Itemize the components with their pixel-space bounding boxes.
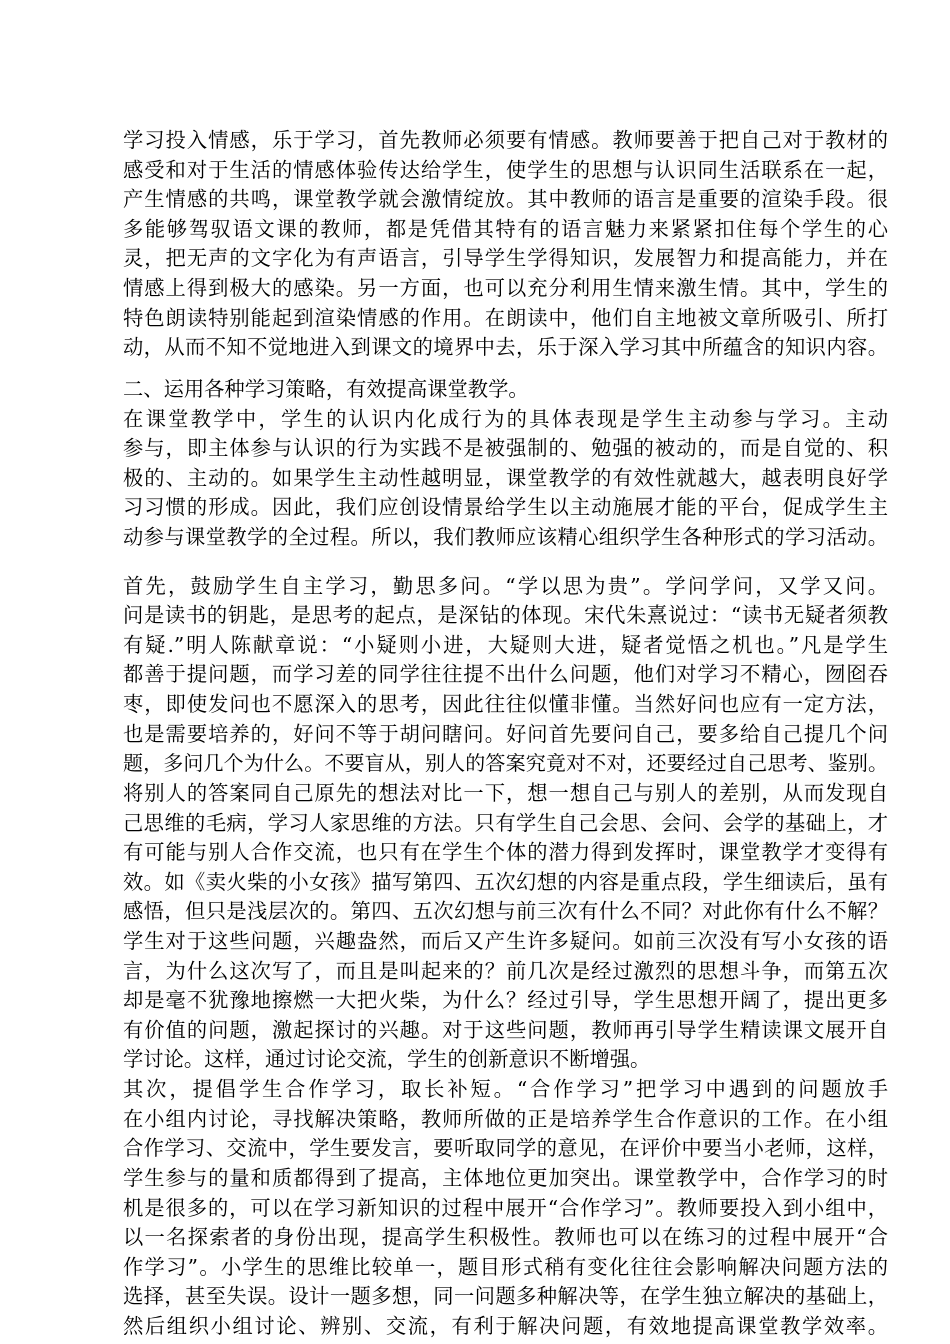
text-line: 感受和对于生活的情感体验传达给学生，使学生的思想与认识同生活联系在一起， <box>123 158 888 182</box>
text-line: 合作学习、交流中，学生要发言，要听取同学的意见，在评价中要当小老师，这样， <box>123 1136 888 1160</box>
text-line: 言，为什么这次写了，而且是叫起来的？前几次是经过激烈的思想斗争，而第五次 <box>123 959 888 983</box>
text-line: 多能够驾驭语文课的教师，都是凭借其特有的语言魅力来紧紧扣住每个学生的心 <box>123 217 888 241</box>
text-line: 也是需要培养的，好问不等于胡问瞎问。好问首先要问自己，要多给自己提几个问 <box>123 722 888 746</box>
text-line: 然后组织小组讨论、辨别、交流，有利于解决问题，有效地提高课堂教学效率。 <box>123 1314 888 1338</box>
text-line: 枣，即使发问也不愿深入的思考，因此往往似懂非懂。当然好问也应有一定方法， <box>123 692 888 716</box>
text-line: 学生参与的量和质都得到了提高，主体地位更加突出。课堂教学中，合作学习的时 <box>123 1166 888 1190</box>
text-line: 其次，提倡学生合作学习，取长补短。“合作学习”把学习中遇到的问题放手 <box>123 1077 888 1101</box>
text-line: 学生对于这些问题，兴趣盎然，而后又产生许多疑问。如前三次没有写小女孩的语 <box>123 929 888 953</box>
text-line: 动参与课堂教学的全过程。所以，我们教师应该精心组织学生各种形式的学习活动。 <box>123 525 888 549</box>
text-line: 参与，即主体参与认识的行为实践不是被强制的、勉强的被动的，而是自觉的、积 <box>123 436 888 460</box>
text-line: 问是读书的钥匙，是思考的起点，是深钻的体现。宋代朱熹说过：“读书无疑者须教 <box>123 603 888 627</box>
text-line: 极的、主动的。如果学生主动性越明显，课堂教学的有效性就越大，越表明良好学 <box>123 466 888 490</box>
text-line: 题，多问几个为什么。不要盲从，别人的答案究竟对不对，还要经过自己思考、鉴别。 <box>123 751 888 775</box>
text-line: 机是很多的，可以在学习新知识的过程中展开“合作学习”。教师要投入到小组中， <box>123 1196 888 1220</box>
text-line: 以一名探索者的身份出现，提高学生积极性。教师也可以在练习的过程中展开“合 <box>123 1225 888 1249</box>
text-line: 学讨论。这样，通过讨论交流，学生的创新意识不断增强。 <box>123 1047 651 1071</box>
text-line: 习习惯的形成。因此，我们应创设情景给学生以主动施展才能的平台，促成学生主 <box>123 495 888 519</box>
text-line: 有疑.”明人陈献章说：“小疑则小进，大疑则大进，疑者觉悟之机也。”凡是学生 <box>123 633 888 657</box>
text-line: 有可能与别人合作交流，也只有在学生个体的潜力得到发挥时，课堂教学才变得有 <box>123 840 888 864</box>
text-line: 有价值的问题，激起探讨的兴趣。对于这些问题，教师再引导学生精读课文展开自 <box>123 1018 888 1042</box>
text-line: 选择，甚至失误。设计一题多想，同一问题多种解决等，在学生独立解决的基础上， <box>123 1284 888 1308</box>
section-heading: 二、运用各种学习策略，有效提高课堂教学。 <box>123 377 529 401</box>
text-line: 特色朗读特别能起到渲染情感的作用。在朗读中，他们自主地被文章所吸引、所打 <box>123 306 888 330</box>
text-line: 感悟，但只是浅层次的。第四、五次幻想与前三次有什么不同？对此你有什么不解？ <box>123 899 888 923</box>
text-line: 在课堂教学中，学生的认识内化成行为的具体表现是学生主动参与学习。主动 <box>123 407 888 431</box>
text-line: 灵，把无声的文字化为有声语言，引导学生学得知识，发展智力和提高能力，并在 <box>123 246 888 270</box>
text-line: 己思维的毛病，学习人家思维的方法。只有学生自己会思、会问、会学的基础上，才 <box>123 811 888 835</box>
text-line: 作学习”。小学生的思维比较单一，题目形式稍有变化往往会影响解决问题方法的 <box>123 1255 888 1279</box>
text-line: 情感上得到极大的感染。另一方面，也可以充分利用生情来激生情。其中，学生的 <box>123 276 888 300</box>
text-line: 动，从而不知不觉地进入到课文的境界中去，乐于深入学习其中所蕴含的知识内容。 <box>123 335 888 359</box>
text-line: 都善于提问题，而学习差的同学往往提不出什么问题，他们对学习不精心，囫囵吞 <box>123 662 888 686</box>
text-line: 在小组内讨论，寻找解决策略，教师所做的正是培养学生合作意识的工作。在小组 <box>123 1107 888 1131</box>
text-line: 学习投入情感，乐于学习，首先教师必须要有情感。教师要善于把自己对于教材的 <box>123 128 888 152</box>
text-line: 效。如《卖火柴的小女孩》描写第四、五次幻想的内容是重点段，学生细读后，虽有 <box>123 870 888 894</box>
text-line: 将别人的答案同自己原先的想法对比一下，想一想自己与别人的差别，从而发现自 <box>123 781 888 805</box>
text-line: 产生情感的共鸣，课堂教学就会激情绽放。其中教师的语言是重要的渲染手段。很 <box>123 187 888 211</box>
text-line: 首先，鼓励学生自主学习，勤思多问。“学以思为贵”。学问学问，又学又问。 <box>123 574 888 598</box>
text-line: 却是毫不犹豫地擦燃一大把火柴，为什么？经过引导，学生思想开阔了，提出更多 <box>123 988 888 1012</box>
